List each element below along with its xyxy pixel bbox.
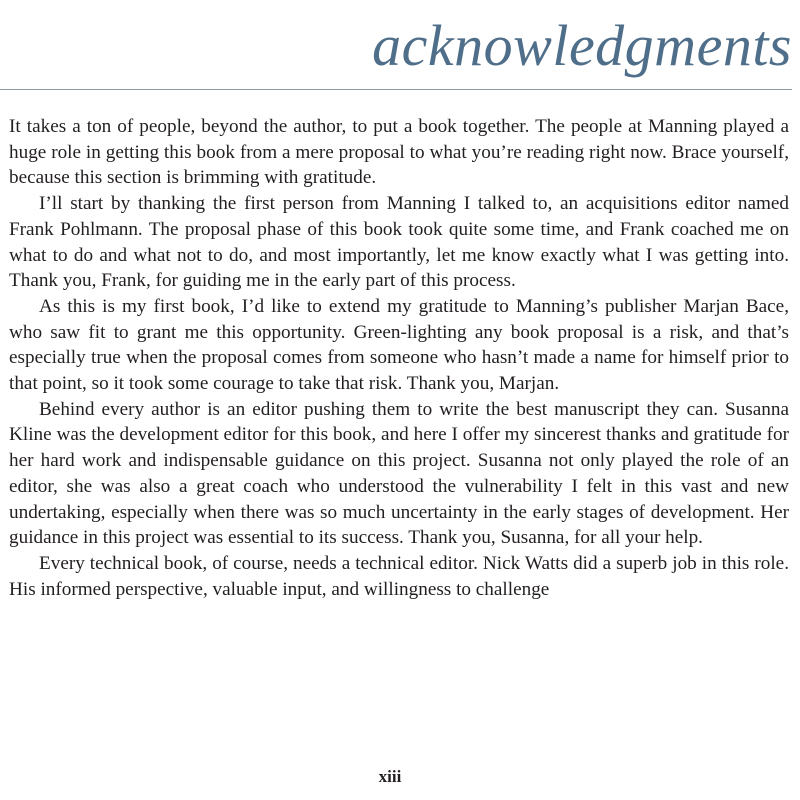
paragraph-3: As this is my first book, I’d like to extend my gratitude to Manning’s publisher Marjan Bace, who saw fit to grant me this opportunity. Green-lighting any book proposal is a risk, and that’s especially true when the proposal comes from someone who hasn’t made a name for himself prior to that point, so it took some courage to take that risk. Thank you, Marjan. <box>9 295 789 395</box>
body-text <box>9 114 789 602</box>
paragraph-1: It takes a ton of people, beyond the author, to put a book together. The people at Manning played a huge role in getting this book from a mere proposal to what you’re reading right now. Brace yourself, because this section is brimming with gratitude. <box>9 116 789 189</box>
page-number: xiii <box>378 767 402 786</box>
paragraph-2: I’ll start by thanking the first person from Manning I talked to, an acquisitions editor named Frank Pohlmann. The proposal phase of this book took quite some time, and Frank coached me on what to do and what not to do, and most importantly, let me know exactly what I was getting into. Thank you, Frank, for guiding me in the early part of this process. <box>9 193 789 292</box>
paragraph-4: Behind every author is an editor pushing them to write the best manuscript they can. Susanna Kline was the development editor for this book, and here I offer my sincerest thanks and gratitude for her hard work and indispensable guidance on this project. Susanna not only played the role of an editor, she was also a great coach who understood the vulnerability I felt in this vast and new undertaking, especially when there was so much uncertainty in the early stages of development. Her guidance in this project was essential to its success. Thank you, Susanna, for all your help. <box>9 398 789 549</box>
heading-rule <box>0 89 792 90</box>
chapter-heading: acknowledgments <box>372 13 792 78</box>
paragraph-5: Every technical book, of course, needs a technical editor. Nick Watts did a superb job in this role. His informed perspective, valuable input, and willingness to challenge <box>9 552 789 600</box>
